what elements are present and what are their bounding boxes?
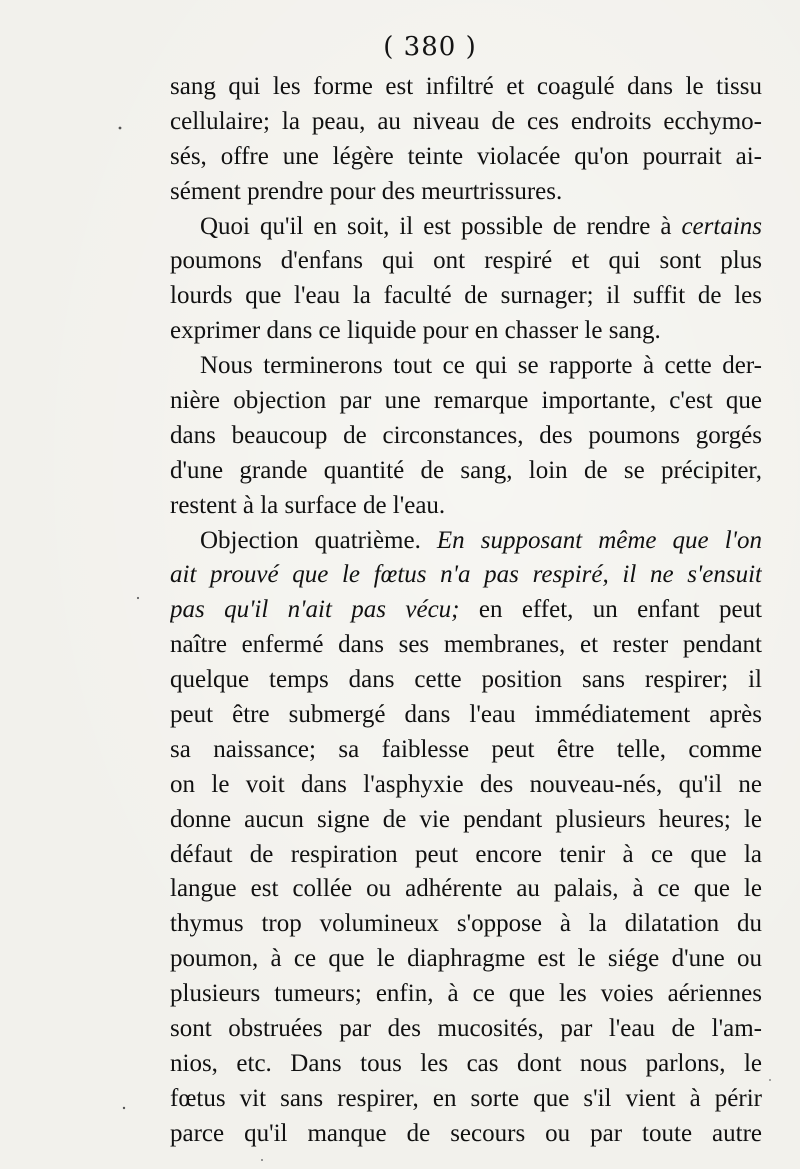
text-line <box>170 768 762 803</box>
line-text: naître enfermé dans ses membranes, et rester pendant <box>170 631 762 659</box>
line-text: Quoi qu'il en soit, il est possible de rendre à <box>200 212 682 240</box>
italic-text: certains <box>681 212 762 240</box>
text-line <box>170 907 762 942</box>
text-line <box>170 70 762 105</box>
line-text: sang qui les forme est infiltré et coagulé dans le tissu <box>170 73 762 100</box>
text-line <box>170 244 762 279</box>
text-line <box>170 803 762 838</box>
line-text: cellulaire; la peau, au niveau de ces endroits ecchymo- <box>170 107 762 135</box>
line-text: nios, etc. Dans tous les cas dont nous parlons, le <box>170 1049 762 1077</box>
line-text: lourds que l'eau la faculté de surnager; il suffit de les <box>170 282 762 310</box>
text-line <box>170 210 762 245</box>
text-line <box>170 1012 762 1047</box>
text-line <box>170 977 762 1012</box>
line-text: défaut de respiration peut encore tenir à ce que la <box>170 840 762 868</box>
line-text: donne aucun signe de vie pendant plusieurs heures; le <box>170 805 762 833</box>
italic-text: pas qu'il n'ait pas vécu; <box>170 596 460 624</box>
text-line <box>170 942 762 977</box>
text-line <box>170 524 762 559</box>
text-line <box>170 733 762 768</box>
line-text: restent à la surface de l'eau. <box>170 491 446 519</box>
line-text: poumon, à ce que le diaphragme est le siége d'une ou <box>170 945 762 973</box>
text-line <box>170 628 762 663</box>
italic-text: ait prouvé que le fœtus n'a pas respiré, il ne s'ensuit <box>170 561 762 589</box>
text-line <box>170 593 762 628</box>
line-text: sa naissance; sa faiblesse peut être telle, comme <box>170 735 762 763</box>
line-text: sés, offre une légère teinte violacée qu'on pourrait ai- <box>170 142 762 170</box>
text-line <box>170 489 762 524</box>
line-text: poumons d'enfans qui ont respiré et qui sont plus <box>170 247 762 275</box>
text-line <box>170 454 762 489</box>
text-line <box>170 1117 762 1152</box>
text-line <box>170 349 762 384</box>
line-text: d'une grande quantité de sang, loin de se précipiter, <box>170 456 762 484</box>
text-line <box>170 1082 762 1117</box>
text-line <box>170 279 762 314</box>
text-line <box>170 314 762 349</box>
text-line <box>170 175 762 210</box>
line-text: peut être submergé dans l'eau immédiatement après <box>170 701 762 729</box>
line-text: fœtus vit sans respirer, en sorte que s'il vient à périr <box>170 1084 762 1112</box>
line-text: sément prendre pour des meurtrissures. <box>170 177 563 205</box>
line-text: parce qu'il manque de secours ou par toute autre <box>170 1119 762 1147</box>
line-text: en effet, un enfant peut <box>459 596 762 624</box>
line-text: exprimer dans ce liquide pour en chasser le sang. <box>170 317 661 345</box>
text-line <box>170 558 762 593</box>
line-text: thymus trop volumineux s'oppose à la dilatation du <box>170 910 762 938</box>
body-text <box>170 70 762 1152</box>
line-text: plusieurs tumeurs; enfin, à ce que les voies aériennes <box>170 980 762 1008</box>
italic-text: En supposant même que l'on <box>436 526 762 554</box>
text-line <box>170 698 762 733</box>
text-line <box>170 663 762 698</box>
line-text: quelque temps dans cette position sans respirer; il <box>170 666 762 694</box>
text-line <box>170 105 762 140</box>
line-text: sont obstruées par des mucosités, par l'eau de l'am- <box>170 1015 762 1043</box>
text-line <box>170 1047 762 1082</box>
line-text: on le voit dans l'asphyxie des nouveau-nés, qu'il ne <box>170 770 762 798</box>
text-line <box>170 872 762 907</box>
text-line <box>170 140 762 175</box>
line-text: Objection quatrième. <box>200 526 437 554</box>
line-text: dans beaucoup de circonstances, des poumons gorgés <box>170 421 762 449</box>
line-text: Nous terminerons tout ce qui se rapporte à cette der- <box>200 352 762 380</box>
text-line <box>170 419 762 454</box>
text-line <box>170 384 762 419</box>
text-line <box>170 838 762 873</box>
line-text: langue est collée ou adhérente au palais, à ce que le <box>170 875 762 903</box>
line-text: nière objection par une remarque importante, c'est que <box>170 387 762 415</box>
page-number: ( 380 ) <box>383 32 477 62</box>
